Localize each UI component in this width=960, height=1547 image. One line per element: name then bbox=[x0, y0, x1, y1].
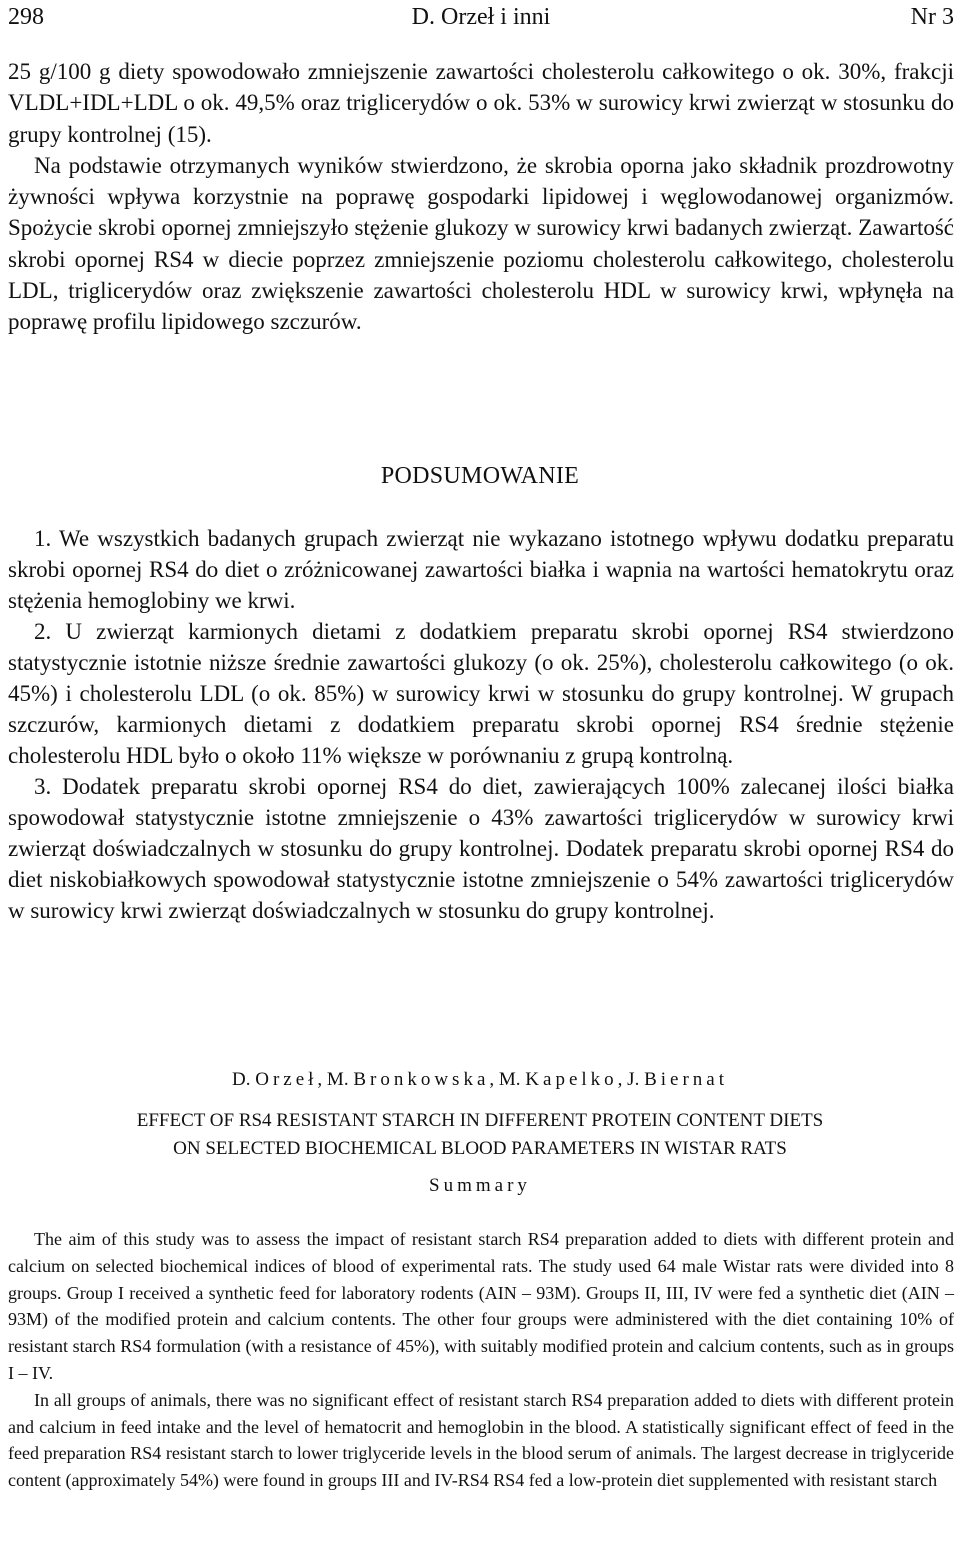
author-3-initial: , M. bbox=[489, 1069, 526, 1090]
conclusion-item-2: 2. U zwierząt karmionych dietami z dodatkiem preparatu skrobi opornej RS4 stwierdzono statystycznie istotnie niższe średnie zawartości glukozy (o ok. 25%), cholesterolu całkowitego (o ok. 45%) i cholesterolu LDL (o ok. 85%) w surowicy krwi w stosunku do grupy kontrolnej. W grupach szczurów, karmionych dietami z dodatkiem preparatu skrobi opornej RS4 średnie stężenie cholesterolu HDL było o około 11% większe w porównaniu z grupą kontrolną. bbox=[8, 619, 954, 768]
author-4-initial: , J. bbox=[617, 1069, 645, 1090]
issue-number: Nr 3 bbox=[910, 4, 954, 30]
running-header bbox=[8, 2, 954, 32]
author-1-initial: D. bbox=[231, 1069, 256, 1090]
author-2-initial: , M. bbox=[317, 1069, 354, 1090]
summary-heading: Summary bbox=[429, 1175, 531, 1196]
author-2-surname: Bronkowska bbox=[353, 1069, 490, 1090]
english-title-line-2: ON SELECTED BIOCHEMICAL BLOOD PARAMETERS IN WISTAR RATS bbox=[173, 1138, 787, 1159]
discussion-continuation bbox=[8, 56, 954, 338]
english-title-line-1: EFFECT OF RS4 RESISTANT STARCH IN DIFFERENT PROTEIN CONTENT DIETS bbox=[136, 1110, 824, 1131]
conclusion-item-3: 3. Dodatek preparatu skrobi opornej RS4 do diet, zawierających 100% zalecanej ilości białka spowodował statystycznie istotne zmniejszenie o 43% zawartości triglicerydów w surowicy krwi zwierząt doświadczalnych w stosunku do grupy kontrolnej. Dodatek preparatu skrobi opornej RS4 do diet niskobiałkowych spowodował statystycznie istotne zmniejszenie o 54% zawartości triglicerydów w surowicy krwi zwierząt doświadczalnych w stosunku do grupy kontrolnej. bbox=[8, 774, 954, 923]
summary-paragraph-2: In all groups of animals, there was no significant effect of resistant starch RS4 preparation added to diets with different protein and calcium in feed intake and the level of hematocrit and hemoglobin in the blood. A statistically significant effect of feed in the feed preparation RS4 resistant starch to lower triglyceride levels in the blood serum of animals. The largest decrease in triglyceride content (approximately 54%) were found in groups III and IV-RS4 RS4 fed a low-protein diet supplemented with resistant starch bbox=[8, 1389, 954, 1491]
paragraph-continued: 25 g/100 g diety spowodowało zmniejszenie zawartości cholesterolu całkowitego o ok. 30%, frakcji VLDL+IDL+LDL o ok. 49,5% oraz triglicerydów o ok. 53% w surowicy krwi zwierząt w stosunku do grupy kontrolnej (15). bbox=[8, 59, 954, 147]
author-4-surname: Biernat bbox=[644, 1069, 729, 1090]
conclusion-item-1: 1. We wszystkich badanych grupach zwierząt nie wykazano istotnego wpływu dodatku preparatu skrobi opornej RS4 do diet o zróżnicowanej zawartości białka i wapnia na wartości hematokrytu oraz stężenia hemoglobiny we krwi. bbox=[8, 526, 954, 613]
section-heading-podsumowanie: PODSUMOWANIE bbox=[380, 463, 580, 489]
paragraph-findings: Na podstawie otrzymanych wyników stwierdzono, że skrobia oporna jako składnik prozdrowotny żywności wpływa korzystnie na poprawę gospodarki lipidowej i węglowodanowej organizmów. Spożycie skrobi opornej zmniejszyło stężenie glukozy w surowicy krwi badanych zwierząt. Zawartość skrobi opornej RS4 w diecie poprzez zmniejszenie poziomu cholesterolu całkowitego, cholesterolu LDL, triglicerydów oraz zwiększenie zawartości cholesterolu HDL w surowicy krwi, wpłynęła na poprawę profilu lipidowego szczurów. bbox=[8, 152, 954, 335]
page-number: 298 bbox=[8, 4, 44, 30]
author-1-surname: Orzeł bbox=[255, 1069, 318, 1090]
english-authors bbox=[0, 1066, 960, 1094]
running-title: D. Orzeł i inni bbox=[411, 4, 551, 30]
conclusions-list bbox=[8, 523, 954, 926]
summary-paragraph-1: The aim of this study was to assess the impact of resistant starch RS4 preparation added to diets with different protein and calcium on selected biochemical indices of blood of experimental rats. The study used 64 male Wistar rats were divided into 8 groups. Group I received a synthetic feed for laboratory rodents (AIN – 93M). Groups II, III, IV were fed a synthetic diet (AIN – 93M) of the modified protein and calcium contents. The other four groups were administered with the diet containing 10% of resistant starch RS4 formulation (with a resistance of 45%), with suitably modified protein and calcium contents, such as in groups I – IV. bbox=[8, 1229, 954, 1383]
english-summary bbox=[8, 1226, 954, 1494]
author-3-surname: Kapelko bbox=[525, 1069, 618, 1090]
